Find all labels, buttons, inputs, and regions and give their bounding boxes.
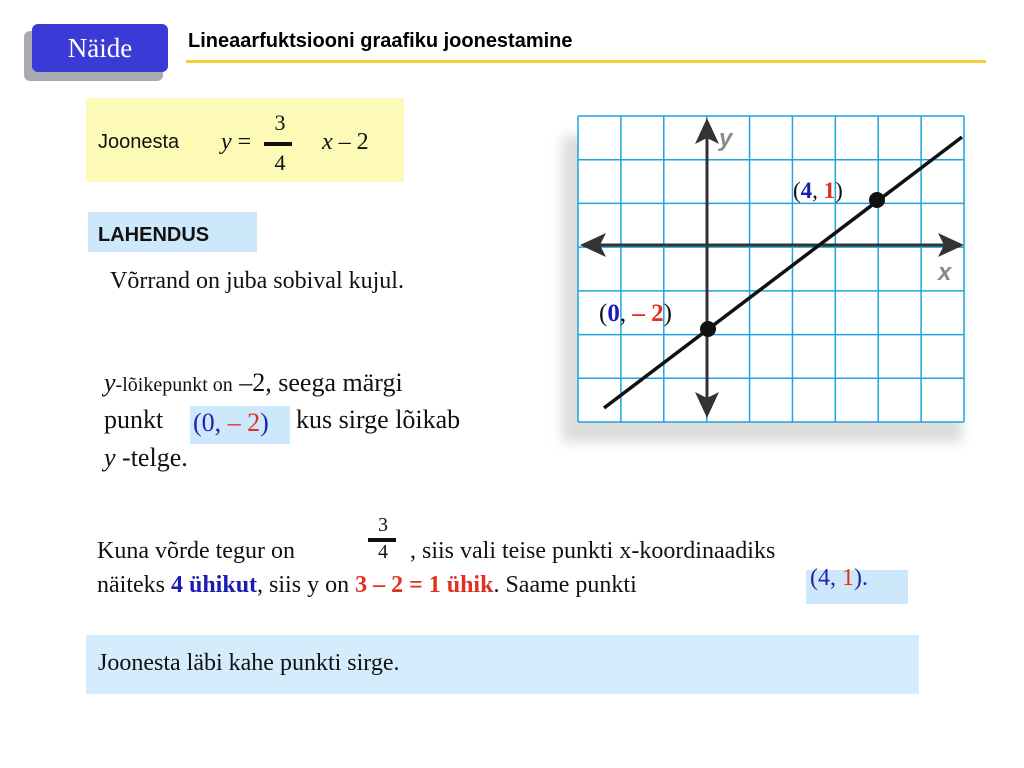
step2-end: . Saame punkti (493, 572, 637, 598)
step1-point-open: (0, (193, 408, 222, 437)
example-badge: Näide (32, 24, 168, 72)
y-axis-label: y (719, 125, 733, 152)
point-a-open: ( (793, 178, 801, 203)
step2-point-close: ). (854, 565, 868, 591)
point-a-label (793, 178, 843, 204)
point-b-sep: , (619, 300, 627, 327)
step2-point (810, 565, 868, 592)
step1-point (193, 408, 269, 438)
step1-y: y (104, 368, 116, 397)
coordinate-graph (556, 106, 976, 436)
point-a-sep: , (812, 178, 818, 203)
slope-numerator: 3 (378, 514, 388, 536)
point-0-neg2 (700, 321, 716, 337)
point-4-1 (869, 192, 885, 208)
step1-line2-tail: kus sirge lõikab (296, 405, 461, 434)
step1-line3-tail: -telge. (122, 443, 188, 472)
equation-constant: – 2 (338, 129, 369, 155)
graph-background (578, 116, 964, 422)
step1-text: -lõikepunkt on (115, 374, 233, 396)
step2-point-open: (4, (810, 565, 836, 591)
equation-lhs (221, 129, 251, 156)
step1-line2: punkt (104, 405, 164, 434)
step2-mid: , siis y on (257, 572, 350, 598)
step2-point-y: 1 (842, 565, 854, 591)
point-b-close: ) (663, 300, 672, 327)
point-a-x: 4 (800, 178, 813, 203)
point-b-y: – 2 (632, 300, 664, 327)
step1-line3-y: y (104, 443, 116, 472)
step1-line3 (104, 443, 188, 473)
solution-label: LAHENDUS (88, 212, 257, 252)
equation-y: y (221, 129, 232, 155)
step2-calc: 3 – 2 = 1 ühik (355, 572, 494, 598)
step1-tail: , seega märgi (265, 368, 403, 397)
equation-equals: = (237, 129, 252, 155)
fraction-bar (264, 142, 292, 146)
form-statement: Võrrand on juba sobival kujul. (110, 268, 404, 294)
problem-prefix: Joonesta (98, 131, 180, 153)
page-title: Lineaarfuktsiooni graafiku joonestamine (188, 30, 573, 52)
fraction-numerator: 3 (274, 110, 286, 135)
step1-line1 (104, 368, 403, 398)
step1-point-y: – 2 (227, 408, 261, 437)
final-instruction: Joonesta läbi kahe punkti sirge. (98, 650, 400, 676)
point-b-open: ( (599, 300, 608, 327)
step1-point-close: ) (260, 408, 269, 437)
equation-rhs (322, 129, 369, 156)
slope-denominator: 4 (378, 541, 388, 563)
step2-step-value: 4 ühikut (170, 572, 258, 598)
point-a-close: ) (835, 178, 843, 203)
step2-start: näiteks (97, 572, 165, 598)
step1-intercept: –2 (239, 368, 266, 397)
fraction-denominator: 4 (274, 150, 286, 175)
title-underline (186, 60, 986, 63)
point-a-y: 1 (823, 178, 836, 203)
point-b-label (599, 300, 672, 328)
step2-line1-start: Kuna võrde tegur on (97, 538, 295, 564)
step2-line2 (97, 572, 637, 599)
point-b-x: 0 (607, 300, 620, 327)
x-axis-label: x (938, 259, 952, 286)
step2-line1-end: , siis vali teise punkti x-koordinaadiks (410, 538, 776, 564)
equation-x: x (322, 129, 333, 155)
